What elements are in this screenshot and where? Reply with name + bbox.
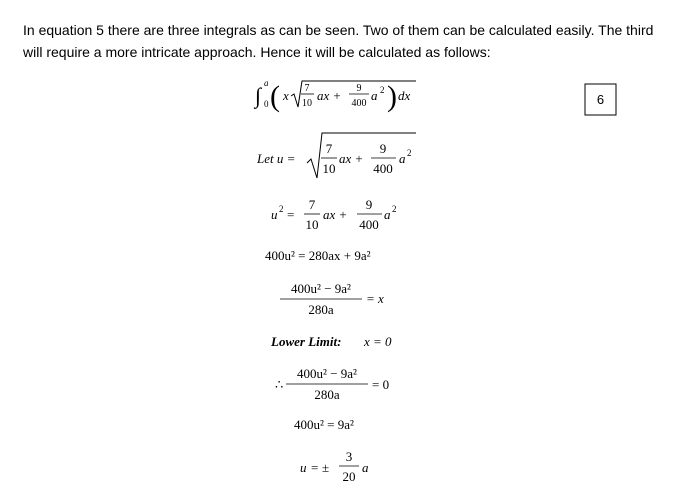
svg-text:9: 9	[365, 197, 373, 212]
svg-text:400: 400	[351, 98, 367, 109]
svg-text:ax +: ax +	[317, 88, 342, 103]
svg-text:0: 0	[264, 99, 269, 109]
equation-400u2-expanded: 400u² = 280ax + 9a²	[265, 248, 371, 263]
svg-text:400u² − 9a²: 400u² − 9a²	[297, 366, 357, 381]
svg-text:x = 0: x = 0	[364, 334, 392, 349]
svg-text:400u² − 9a²: 400u² − 9a²	[291, 281, 351, 296]
svg-text:u: u	[300, 460, 307, 475]
svg-text:3: 3	[345, 449, 353, 464]
equation-lower-limit	[270, 334, 392, 349]
svg-text:280a: 280a	[314, 387, 340, 402]
svg-text:280a: 280a	[308, 302, 334, 317]
svg-text:ax +: ax +	[339, 151, 364, 166]
svg-text:= 0: = 0	[372, 377, 390, 392]
svg-text:20: 20	[342, 469, 356, 484]
equation-solve-x	[280, 281, 384, 317]
svg-text:a: a	[362, 460, 369, 475]
equation-let-u	[256, 133, 416, 178]
svg-text:Let u =: Let u =	[257, 151, 296, 166]
svg-text:400: 400	[373, 161, 393, 176]
equation-400u2-9a2: 400u² = 9a²	[294, 417, 354, 432]
integral-sign: ∫	[255, 83, 262, 108]
equation-therefore	[275, 366, 389, 402]
right-paren: )	[387, 80, 397, 113]
svg-text:9: 9	[379, 141, 387, 156]
svg-text:2: 2	[392, 204, 397, 214]
intro-line-1: In equation 5 there are three integrals as can be seen. Two of them can be calculated easily. The third	[23, 22, 654, 38]
svg-text:±: ±	[322, 460, 330, 475]
svg-text:=: =	[311, 460, 319, 475]
equation-number-box	[585, 84, 616, 115]
left-paren: (	[270, 80, 280, 113]
svg-text:10: 10	[305, 217, 319, 232]
svg-text:a: a	[264, 78, 269, 88]
equation-number: 6	[596, 92, 605, 107]
intro-line-2: will require a more intricate approach. Hence it will be calculated as follows:	[23, 44, 491, 60]
svg-text:a: a	[384, 207, 391, 222]
svg-text:= x: = x	[366, 291, 384, 306]
equation-integral	[253, 78, 416, 113]
svg-text:a: a	[399, 151, 406, 166]
svg-text:9: 9	[356, 83, 362, 94]
svg-text:10: 10	[302, 98, 312, 109]
svg-text:u: u	[271, 207, 278, 222]
svg-text:ax +: ax +	[323, 207, 348, 222]
equation-u-solution	[300, 449, 369, 484]
svg-text:7: 7	[325, 141, 333, 156]
svg-text:=: =	[287, 207, 295, 222]
svg-text:2: 2	[279, 204, 284, 214]
svg-text:2: 2	[380, 85, 385, 95]
equation-u-squared	[271, 197, 397, 232]
svg-text:7: 7	[304, 83, 310, 94]
svg-text:a: a	[371, 88, 378, 103]
svg-text:Lower Limit:: Lower Limit:	[271, 334, 342, 349]
svg-text:400: 400	[359, 217, 379, 232]
svg-text:∴: ∴	[275, 377, 284, 392]
svg-text:2: 2	[407, 148, 412, 158]
svg-text:7: 7	[308, 197, 316, 212]
svg-text:dx: dx	[398, 88, 411, 103]
svg-text:10: 10	[322, 161, 336, 176]
svg-text:x: x	[283, 88, 289, 103]
